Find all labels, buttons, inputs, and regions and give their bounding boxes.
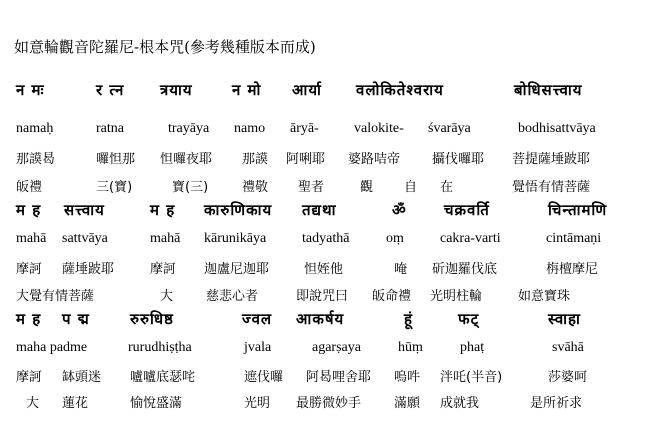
siddham-word: हूं (404, 310, 413, 328)
roman-word: jvala (244, 340, 272, 355)
cjk-word: 愉悅盛滿 (130, 396, 183, 411)
cjk-word: 薩埵跛耶 (62, 262, 115, 277)
roman-word: oṃ (386, 231, 404, 246)
siddham-line-2 (0, 200, 666, 222)
siddham-word: सत्त्वाय (64, 201, 105, 219)
roman-word: mahā (16, 231, 47, 246)
page-title: 如意輪觀音陀羅尼-根本咒(參考幾種版本而成) (14, 38, 316, 56)
siddham-word: म ह (16, 201, 42, 219)
siddham-word: न मो (232, 81, 262, 99)
cjk-word: 在 (440, 180, 454, 195)
cjk-word: 那謨曷 (16, 152, 56, 167)
cjk-word: 覺悟有情菩薩 (512, 180, 591, 195)
cjk-word: 菩提薩埵跛耶 (512, 152, 591, 167)
siddham-word: त्रयाय (160, 81, 193, 99)
roman-word: namo (234, 121, 266, 136)
siddham-word: वलोकितेश्वराय (356, 81, 444, 99)
roman-word: cakra-varti (440, 231, 501, 246)
cjk-word: 是所祈求 (530, 396, 583, 411)
siddham-word: न मः (16, 81, 45, 99)
roman-word: tadyathā (302, 231, 350, 246)
roman-word: kārunikāya (204, 231, 267, 246)
cjk-word: 慈悲心者 (206, 289, 259, 304)
siddham-word: फट् (458, 310, 480, 328)
cjk-word: 嚧嚧底瑟咤 (130, 370, 196, 385)
roman-word: ratna (96, 121, 124, 136)
cjk-word: 聖者 (298, 180, 325, 195)
cjk-word: 那謨 (242, 152, 269, 167)
roman-word: phaṭ (460, 340, 485, 355)
siddham-word: म ह (150, 201, 176, 219)
cjk-line-5 (0, 366, 666, 388)
cjk-word: 泮吒(半音) (440, 370, 503, 385)
cjk-word: 自 (404, 180, 418, 195)
cjk-word: 大覺有情菩薩 (16, 289, 95, 304)
siddham-word: रुरुधिष्ठ (130, 310, 174, 328)
cjk-word: 迦盧尼迦耶 (204, 262, 270, 277)
roman-word: trayāya (168, 121, 210, 136)
cjk-word: 唵 (394, 262, 408, 277)
roman-word: agarṣaya (312, 340, 361, 355)
siddham-word: कारुणिकाय (204, 201, 273, 219)
siddham-word: आर्या (292, 81, 322, 99)
roman-line-3 (0, 340, 666, 362)
cjk-word: 最勝微妙手 (296, 396, 362, 411)
siddham-word: चिन्तामणि (548, 201, 608, 219)
cjk-word: 莎婆呵 (548, 370, 588, 385)
roman-word: valokite- (354, 121, 404, 136)
roman-word: mahā (150, 231, 181, 246)
cjk-line-4 (0, 285, 666, 307)
cjk-word: 斫迦羅伐底 (432, 262, 498, 277)
siddham-word: आकर्षय (296, 310, 345, 328)
siddham-word: ज्वल (242, 310, 273, 328)
cjk-word: 嗚吽 (394, 370, 421, 385)
cjk-line-3 (0, 258, 666, 280)
siddham-word: तद्यथा (302, 201, 337, 219)
cjk-word: 摩訶 (16, 262, 43, 277)
cjk-word: 囉怛那 (96, 152, 136, 167)
roman-word: namaḥ (16, 121, 54, 136)
cjk-line-6 (0, 392, 666, 414)
roman-word: svāhā (552, 340, 584, 355)
cjk-word: 寶(三) (172, 180, 209, 195)
cjk-word: 栴檀摩尼 (546, 262, 599, 277)
cjk-word: 皈命禮 (372, 289, 412, 304)
cjk-line-2 (0, 176, 666, 198)
siddham-word: र त्न (96, 81, 125, 99)
siddham-word: बोधिसत्त्वाय (514, 81, 583, 99)
roman-word: sattvāya (62, 231, 108, 246)
cjk-word: 光明柱輪 (430, 289, 483, 304)
cjk-word: 缽頭迷 (62, 370, 102, 385)
siddham-word: म ह (16, 310, 42, 328)
roman-word: bodhisattvāya (518, 121, 596, 136)
cjk-word: 觀 (360, 180, 374, 195)
cjk-word: 婆路咭帝 (348, 152, 401, 167)
cjk-word: 滿願 (394, 396, 421, 411)
cjk-word: 禮敬 (242, 180, 269, 195)
cjk-word: 阿曷哩舍耶 (306, 370, 372, 385)
cjk-word: 怛囉夜耶 (160, 152, 213, 167)
cjk-word: 大 (26, 396, 40, 411)
cjk-word: 三(寶) (96, 180, 133, 195)
cjk-word: 阿唎耶 (286, 152, 326, 167)
siddham-line-3 (0, 309, 666, 331)
roman-word: maha padme (16, 340, 88, 355)
cjk-word: 成就我 (440, 396, 480, 411)
siddham-word: प द्म (62, 310, 90, 328)
roman-word: rurudhiṣṭha (128, 340, 192, 355)
cjk-word: 攝伐囉耶 (432, 152, 485, 167)
roman-line-1 (0, 121, 666, 143)
cjk-word: 摩訶 (16, 370, 43, 385)
roman-word: śvarāya (428, 121, 471, 136)
siddham-word: स्वाहा (548, 310, 581, 328)
cjk-word: 即說咒曰 (296, 289, 349, 304)
roman-word: hūṃ (398, 340, 423, 355)
siddham-word: चक्रवर्ति (444, 201, 490, 219)
cjk-word: 遮伐囉 (244, 370, 284, 385)
cjk-word: 大 (160, 289, 174, 304)
roman-word: āryā- (290, 121, 319, 136)
cjk-word: 如意寶珠 (518, 289, 571, 304)
cjk-word: 摩訶 (150, 262, 177, 277)
cjk-word: 蓮花 (62, 396, 89, 411)
cjk-word: 皈禮 (16, 180, 43, 195)
cjk-word: 怛姪他 (304, 262, 344, 277)
siddham-line-1 (0, 80, 666, 102)
roman-line-2 (0, 231, 666, 253)
cjk-line-1 (0, 148, 666, 170)
roman-word: cintāmaṇi (546, 231, 602, 246)
siddham-word: ॐ (392, 201, 407, 219)
cjk-word: 光明 (244, 396, 271, 411)
